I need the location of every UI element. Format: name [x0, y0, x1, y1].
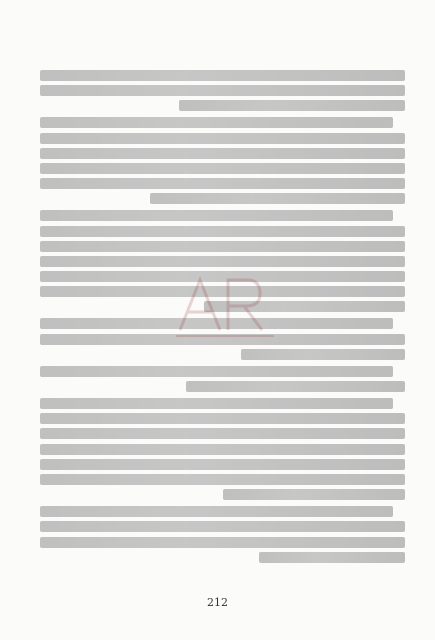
archive-seal-icon — [170, 270, 280, 340]
text-line — [40, 474, 405, 485]
text-line — [223, 489, 406, 500]
text-line — [40, 210, 393, 221]
text-line — [40, 398, 393, 409]
page-number: 212 — [207, 596, 228, 609]
text-line — [40, 178, 405, 189]
text-line — [179, 100, 405, 111]
text-line — [40, 444, 405, 455]
text-line — [40, 70, 405, 81]
text-line — [40, 85, 405, 96]
text-line — [40, 537, 405, 548]
text-line — [40, 521, 405, 532]
text-line — [40, 413, 405, 424]
text-line — [40, 117, 393, 128]
text-line — [40, 366, 393, 377]
text-line — [259, 552, 405, 563]
text-line — [150, 193, 406, 204]
text-line — [40, 459, 405, 470]
text-line — [40, 148, 405, 159]
text-line — [40, 506, 393, 517]
text-line — [40, 428, 405, 439]
text-line — [40, 256, 405, 267]
text-line — [40, 226, 405, 237]
text-line — [241, 349, 405, 360]
text-line — [40, 163, 405, 174]
text-line — [186, 381, 405, 392]
text-line — [40, 133, 405, 144]
text-line — [40, 241, 405, 252]
